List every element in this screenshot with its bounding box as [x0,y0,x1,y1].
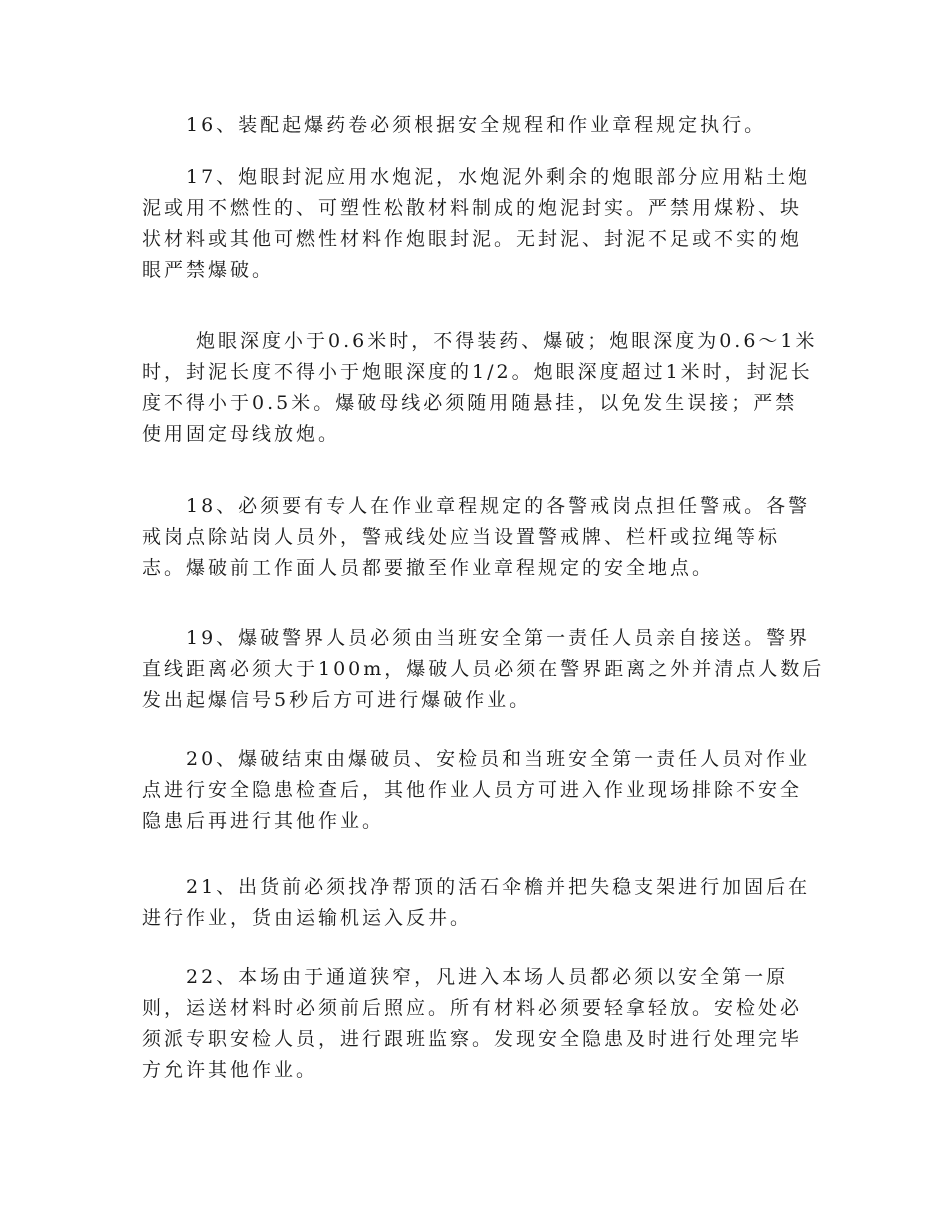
paragraph-line: 时，封泥长度不得小于炮眼深度的1/2。炮眼深度超过1米时，封泥长 [142,361,813,383]
paragraph-16 [142,110,802,141]
paragraph-19 [142,623,825,716]
paragraph-line: 则，运送材料时必须前后照应。所有材料必须要轻拿轻放。安检处必 [142,997,803,1019]
paragraph-line: 使用固定母线放炮。 [142,423,341,445]
paragraph-line: 直线距离必须大于100m，爆破人员必须在警界距离之外并清点人数后 [142,658,825,680]
paragraph-line: 点进行安全隐患检查后，其他作业人员方可进入作业现场排除不安全 [142,779,803,801]
paragraph-line: 19、爆破警界人员必须由当班安全第一责任人员亲自接送。警界 [186,627,811,649]
paragraph-line: 志。爆破前工作面人员都要撤至作业章程规定的安全地点。 [142,557,715,579]
paragraph-line: 16、装配起爆药卷必须根据安全规程和作业章程规定执行。 [186,114,767,136]
paragraph-line: 进行作业，货由运输机运入反井。 [142,907,473,929]
paragraph-18 [142,491,811,584]
paragraph-line: 泥或用不燃性的、可塑性松散材料制成的炮泥封实。严禁用煤粉、块 [142,197,803,219]
paragraph-line: 度不得小于0.5米。爆破母线必须随用随悬挂，以免发生误接；严禁 [142,392,798,414]
paragraph-17-continuation [142,326,818,450]
paragraph-line: 状材料或其他可燃性材料作炮眼封泥。无封泥、封泥不足或不实的炮 [142,228,803,250]
paragraph-line: 隐患后再进行其他作业。 [142,810,385,832]
paragraph-line: 炮眼深度小于0.6米时，不得装药、爆破；炮眼深度为0.6～1米 [196,330,818,352]
paragraph-21 [142,872,811,934]
paragraph-line: 20、爆破结束由爆破员、安检员和当班安全第一责任人员对作业 [186,748,811,770]
paragraph-22 [142,962,802,1086]
paragraph-line: 22、本场由于通道狭窄，凡进入本场人员都必须以安全第一原 [186,966,789,988]
paragraph-line: 17、炮眼封泥应用水炮泥，水炮泥外剩余的炮眼部分应用粘土炮 [186,166,811,188]
paragraph-17 [142,162,811,286]
paragraph-line: 须派专职安检人员，进行跟班监察。发现安全隐患及时进行处理完毕 [142,1028,803,1050]
paragraph-line: 眼严禁爆破。 [142,259,275,281]
paragraph-line: 发出起爆信号5秒后方可进行爆破作业。 [142,689,532,711]
paragraph-line: 18、必须要有专人在作业章程规定的各警戒岗点担任警戒。各警 [186,495,811,517]
paragraph-line: 方允许其他作业。 [142,1059,319,1081]
paragraph-20 [142,744,811,837]
paragraph-line: 戒岗点除站岗人员外，警戒线处应当设置警戒牌、栏杆或拉绳等标 [142,526,781,548]
paragraph-line: 21、出货前必须找净帮顶的活石伞檐并把失稳支架进行加固后在 [186,876,811,898]
